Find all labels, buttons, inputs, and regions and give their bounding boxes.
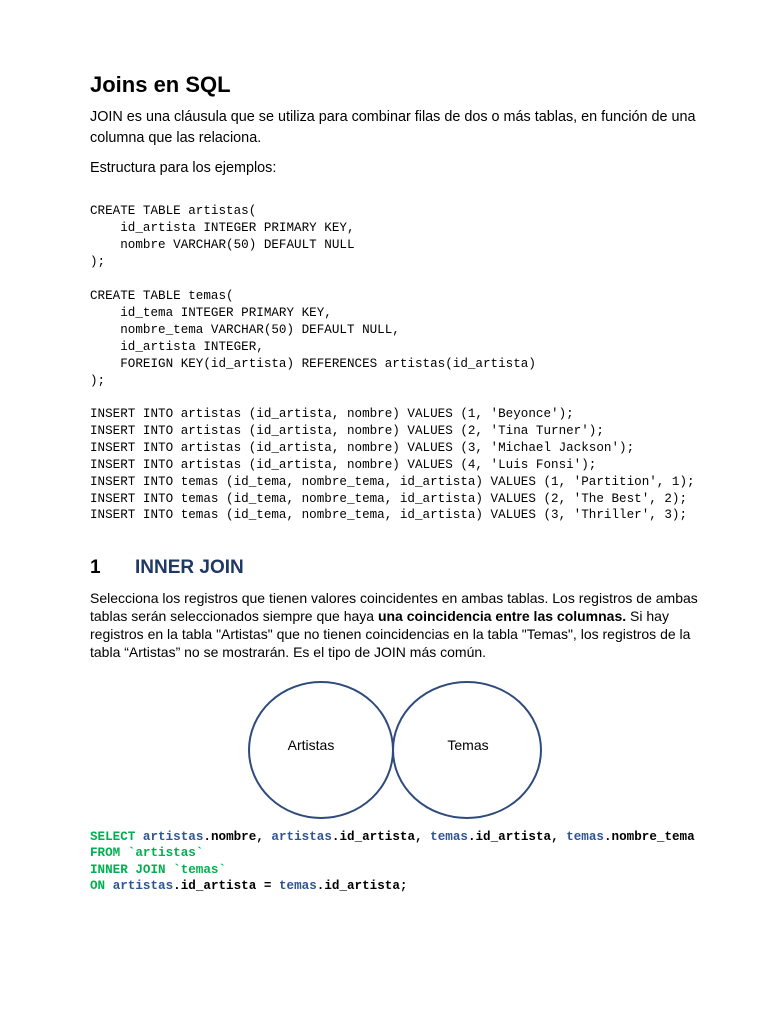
sql-kw-inner-join: INNER JOIN `temas` [90, 862, 227, 877]
page-title: Joins en SQL [90, 72, 231, 97]
desc-bold: una coincidencia entre las columnas. [377, 608, 627, 624]
sql-kw-select: SELECT [90, 830, 136, 844]
desc-part1: Selecciona los registros que tienen valores coincidentes en ambas tablas. Los registros de ambas tablas serán seleccionados siempre que haya [90, 590, 698, 624]
sql-column: .id_artista = [173, 878, 279, 893]
structure-label: Estructura para los ejemplos: [90, 160, 277, 176]
venn-right-label: Temas [447, 737, 489, 753]
sql-table: temas [278, 878, 317, 893]
sql-column: .id_artista, [467, 830, 567, 844]
intro-paragraph: JOIN es una cláusula que se utiliza para combinar filas de dos o más tablas, en función de una columna que las relaciona. [90, 109, 696, 146]
sql-table: artistas [142, 830, 204, 844]
sql-column: .nombre, [203, 830, 272, 844]
code-create-artistas: CREATE TABLE artistas( id_artista INTEGER PRIMARY KEY, nombre VARCHAR(50) DEFAULT NULL ); [90, 204, 355, 269]
inner-join-description [90, 589, 700, 661]
section-title: INNER JOIN [135, 557, 244, 578]
sql-column: .id_artista, [331, 830, 431, 844]
sql-column: .nombre_tema [603, 830, 695, 844]
section-number: 1 [90, 557, 101, 578]
venn-diagram [248, 678, 546, 824]
inner-join-heading [90, 555, 244, 581]
desc-part2: Si hay registros en la tabla "Artistas" que no tienen coincidencias en la tabla "Temas", los registros de la tabla “Artistas” no se mostrarán. Es el tipo de JOIN más común. [90, 608, 691, 660]
code-create-temas: CREATE TABLE temas( id_tema INTEGER PRIMARY KEY, nombre_tema VARCHAR(50) DEFAULT NULL, id_artista INTEGER, FOREIGN KEY(id_artista) REFERENCES artistas(id_artista) ); [90, 289, 536, 388]
venn-left-label: Artistas [287, 737, 335, 753]
code-inserts: INSERT INTO artistas (id_artista, nombre) VALUES (1, 'Beyonce'); INSERT INTO artistas (id_artista, nombre) VALUES (2, 'Tina Turner'); INSERT INTO artistas (id_artista, nombre) VALUES (3, 'Michael Jackson'); INSERT INTO artistas (id_artista, nombre) VALUES (4, 'Luis Fonsi'); INSERT INTO temas (id_tema, nombre_tema, id_artista) VALUES (1, 'Partition', 1); INSERT INTO temas (id_tema, nombre_tema, id_artista) VALUES (2, 'The Best', 2); INSERT INTO temas (id_tema, nombre_tema, id_artista) VALUES (3, 'Thriller', 3); [90, 407, 695, 523]
inner-join-sql [90, 829, 695, 894]
sql-table: temas [566, 830, 604, 844]
sql-column: .id_artista; [316, 878, 408, 893]
sql-kw-from: FROM `artistas` [90, 846, 204, 861]
sql-table: artistas [112, 878, 174, 893]
sql-kw-on: ON [90, 878, 106, 893]
sql-table: artistas [271, 830, 332, 844]
sql-table: temas [430, 830, 468, 844]
